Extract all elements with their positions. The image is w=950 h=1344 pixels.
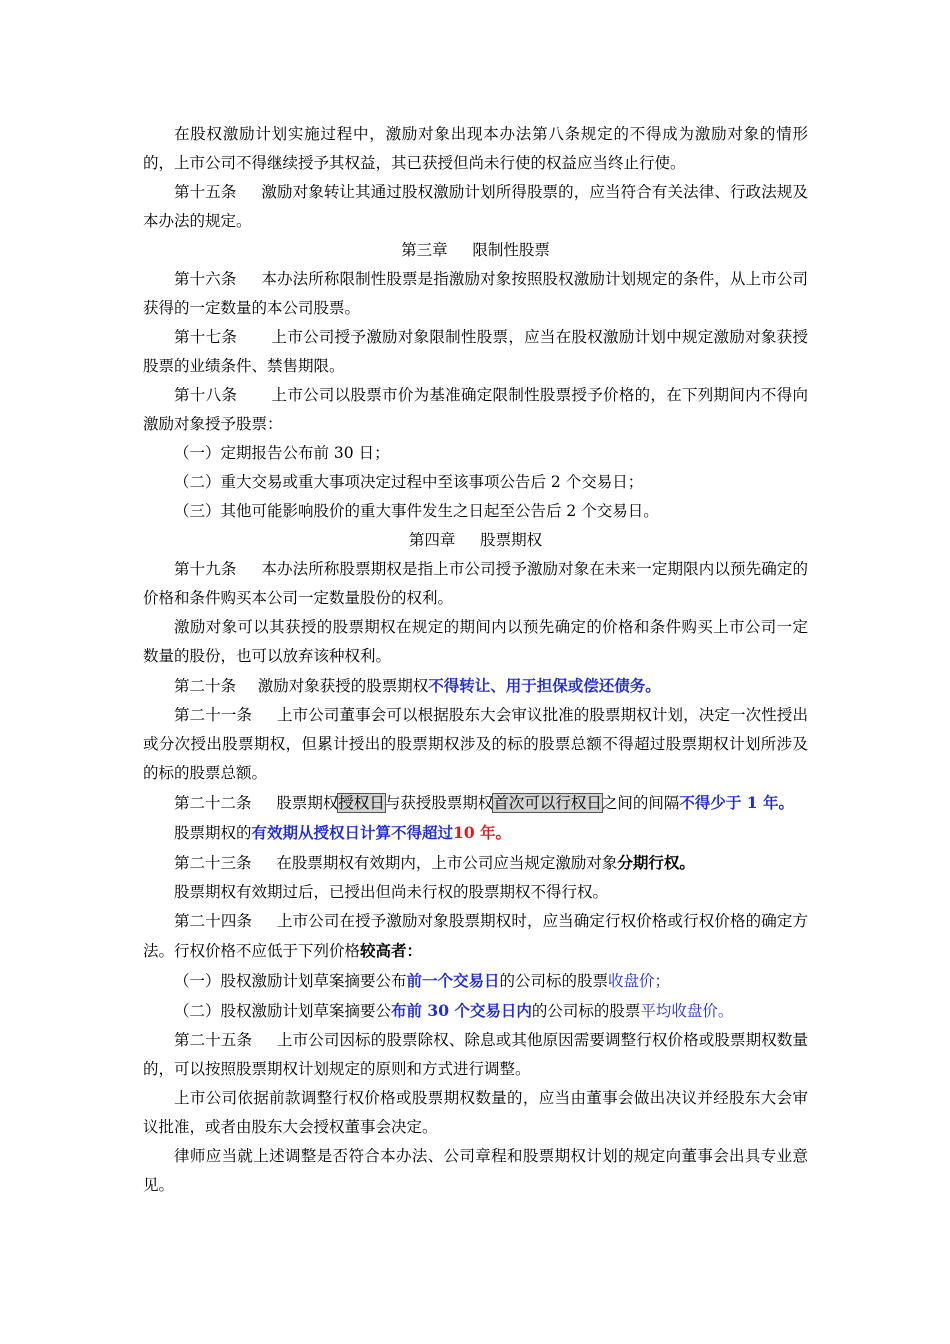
article-21: 第二十一条 上市公司董事会可以根据股东大会审议批准的股票期权计划，决定一次性授出或分次授出股票期权，但累计授出的股票期权涉及的标的股票总额不得超过股票期权计划所涉及的标的股票总额。 xyxy=(143,706,808,782)
article-18: 第十八条 上市公司以股票市价为基准确定限制性股票授予价格的，在下列期间内不得向激励对象授予股票： xyxy=(143,386,808,433)
highlight-red: 10 年。 xyxy=(453,823,511,842)
article-22: 第二十二条 股票期权授权日与获授股票期权首次可以行权日之间的间隔不得少于 1 年。 xyxy=(174,793,794,812)
chapter-4-heading: 第四章 股票期权 xyxy=(408,531,543,549)
article-25-paragraph-3: 律师应当就上述调整是否符合本办法、公司章程和股票期权计划的规定向董事会出具专业意见。 xyxy=(143,1147,808,1194)
boxed-term-grant-date: 授权日 xyxy=(338,794,385,812)
article-17: 第十七条 上市公司授予激励对象限制性股票，应当在股权激励计划中规定激励对象获授股票的业绩条件、禁售期限。 xyxy=(143,328,808,375)
article-19-paragraph-2: 激励对象可以其获授的股票期权在规定的期间内以预先确定的价格和条件购买上市公司一定数量的股份，也可以放弃该种权利。 xyxy=(143,618,808,665)
list-item: （一）定期报告公布前 30 日； xyxy=(174,444,390,462)
article-number: 第二十四条 xyxy=(174,912,253,930)
article-number: 第二十二条 xyxy=(174,794,252,812)
document-body xyxy=(143,120,808,1200)
article-number: 第十六条 xyxy=(174,270,237,288)
article-number: 第二十一条 xyxy=(174,706,253,724)
article-25: 第二十五条 上市公司因标的股票除权、除息或其他原因需要调整行权价格或股票期权数量的，可以按照股票期权计划规定的原则和方式进行调整。 xyxy=(143,1031,808,1078)
article-20: 第二十条 激励对象获授的股票期权不得转让、用于担保或偿还债务。 xyxy=(174,676,661,695)
list-item: （二）股权激励计划草案摘要公布前 30 个交易日内的公司标的股票平均收盘价。 xyxy=(174,1001,734,1020)
highlight-blue: 不得少于 1 年。 xyxy=(679,793,794,812)
article-number: 第十五条 xyxy=(174,183,237,201)
boxed-term-first-exercise-date: 首次可以行权日 xyxy=(493,794,602,812)
highlight-blue: 收盘价； xyxy=(608,972,671,990)
article-number: 第十七条 xyxy=(174,328,238,346)
highlight-blue: 有效期从授权日计算不得超过 xyxy=(251,823,454,842)
article-number: 第二十三条 xyxy=(174,854,252,872)
article-23: 第二十三条 在股票期权有效期内，上市公司应当规定激励对象分期行权。 xyxy=(174,853,695,872)
article-23-paragraph-2: 股票期权有效期过后，已授出但尚未行权的股票期权不得行权。 xyxy=(174,883,609,901)
highlight-blue: 布前 30 个交易日内 xyxy=(391,1001,532,1020)
highlight-bold: 较高者： xyxy=(360,941,423,960)
article-number: 第十八条 xyxy=(174,386,238,404)
article-24: 第二十四条 上市公司在授予激励对象股票期权时，应当确定行权价格或行权价格的确定方法。行权价格不应低于下列价格较高者： xyxy=(143,912,808,960)
article-25-paragraph-2: 上市公司依据前款调整行权价格或股票期权数量的，应当由董事会做出决议并经股东大会审议批准，或者由股东大会授权董事会决定。 xyxy=(143,1089,808,1136)
highlight-blue: 前一个交易日 xyxy=(406,971,500,990)
highlight-bold: 分期行权。 xyxy=(617,853,695,872)
article-number: 第二十条 xyxy=(174,677,237,695)
paragraph-intro: 在股权激励计划实施过程中，激励对象出现本办法第八条规定的不得成为激励对象的情形的，上市公司不得继续授予其权益，其已获授但尚未行使的权益应当终止行使。 xyxy=(143,125,808,172)
highlight-blue: 平均收盘价。 xyxy=(640,1002,734,1020)
list-item: （二）重大交易或重大事项决定过程中至该事项公告后 2 个交易日； xyxy=(174,473,644,491)
article-15: 第十五条 激励对象转让其通过股权激励计划所得股票的，应当符合有关法律、行政法规及本办法的规定。 xyxy=(143,183,808,230)
article-19: 第十九条 本办法所称股票期权是指上市公司授予激励对象在未来一定期限内以预先确定的价格和条件购买本公司一定数量股份的权利。 xyxy=(143,560,808,607)
list-item: （一）股权激励计划草案摘要公布前一个交易日的公司标的股票收盘价； xyxy=(174,971,671,990)
article-number: 第二十五条 xyxy=(174,1031,253,1049)
list-item: （三）其他可能影响股价的重大事件发生之日起至公告后 2 个交易日。 xyxy=(174,502,659,520)
article-number: 第十九条 xyxy=(174,560,237,578)
article-16: 第十六条 本办法所称限制性股票是指激励对象按照股权激励计划规定的条件，从上市公司获得的一定数量的本公司股票。 xyxy=(143,270,808,317)
article-22-paragraph-2: 股票期权的有效期从授权日计算不得超过10 年。 xyxy=(174,823,511,842)
chapter-3-heading: 第三章 限制性股票 xyxy=(401,241,550,259)
highlight-blue: 不得转让、用于担保或偿还债务。 xyxy=(428,676,661,695)
